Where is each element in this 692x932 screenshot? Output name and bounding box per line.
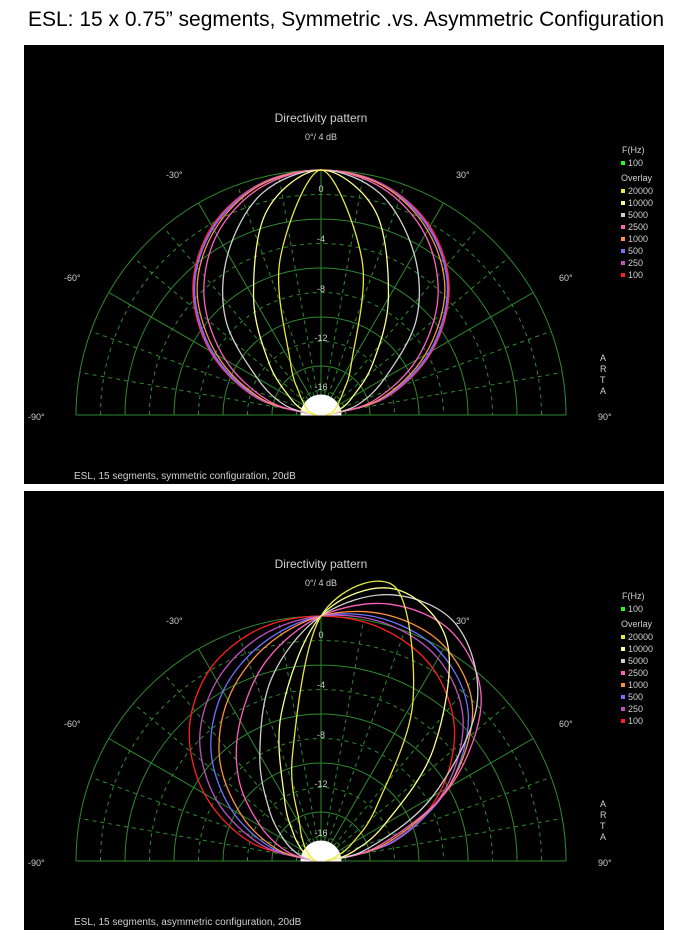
- legend-item: 10000: [628, 198, 654, 208]
- legend-swatch: [621, 237, 625, 241]
- top-label: 0°/ 4 dB: [304, 578, 338, 588]
- legend-item: 500: [628, 692, 644, 702]
- legend-swatch: [621, 189, 625, 193]
- series-line-10000: [279, 588, 449, 861]
- grid-radial: [278, 174, 317, 396]
- grid-radial: [336, 258, 508, 403]
- grid-radial: [341, 818, 563, 857]
- legend-overlay: [621, 186, 653, 280]
- grid-radial: [336, 704, 508, 849]
- polar-plot: [24, 45, 664, 484]
- grid-radial: [278, 620, 317, 842]
- radial-label: -12: [314, 333, 328, 343]
- grid-radial: [331, 203, 444, 398]
- legend-item: 100: [628, 270, 644, 280]
- legend-swatch: [621, 719, 625, 723]
- legend-item: 10000: [628, 644, 654, 654]
- radial-label: -8: [316, 284, 326, 294]
- legend-item: 2500: [628, 222, 649, 232]
- polar-plot: [24, 491, 664, 930]
- legend-overlay-title: Overlay: [621, 619, 653, 629]
- angle-label: -60°: [64, 719, 81, 729]
- angle-label: -60°: [64, 273, 81, 283]
- angle-label: 60°: [559, 273, 573, 283]
- arta-label: A R T A: [600, 353, 607, 396]
- legend-swatch: [621, 249, 625, 253]
- chart-caption: ESL, 15 segments, symmetric configuration, 20dB: [74, 471, 296, 482]
- legend-swatch: [621, 659, 625, 663]
- legend-item: 1000: [628, 680, 649, 690]
- radial-label: 0: [318, 184, 324, 194]
- grid-radial: [109, 293, 304, 406]
- angle-label: 30°: [456, 616, 470, 626]
- angle-label: 90°: [598, 858, 612, 868]
- legend-item: 5000: [628, 656, 649, 666]
- legend-swatch: [621, 607, 625, 611]
- legend-main: 100: [628, 158, 644, 168]
- legend-swatch: [621, 671, 625, 675]
- radial-label: -8: [316, 730, 326, 740]
- angle-label: -90°: [28, 858, 45, 868]
- angle-label: 30°: [456, 170, 470, 180]
- legend-item: 20000: [628, 186, 654, 196]
- legend-item: 100: [628, 716, 644, 726]
- radial-label: -16: [314, 382, 328, 392]
- grid-radial: [80, 818, 302, 857]
- angle-label: 60°: [559, 719, 573, 729]
- legend-item: 20000: [628, 632, 654, 642]
- directivity-chart-symmetric: [24, 45, 664, 484]
- angle-label: 90°: [598, 412, 612, 422]
- legend-item: 2500: [628, 668, 649, 678]
- angle-label: -30°: [166, 616, 183, 626]
- legend-swatch: [621, 683, 625, 687]
- legend-swatch: [621, 647, 625, 651]
- page-title: ESL: 15 x 0.75” segments, Symmetric .vs. Asymmetric Configuration: [27, 8, 665, 31]
- legend-item: 250: [628, 704, 644, 714]
- chart-title: Directivity pattern: [274, 111, 368, 125]
- radial-label: -12: [314, 779, 328, 789]
- radial-label: -16: [314, 828, 328, 838]
- legend-main: 100: [628, 604, 644, 614]
- legend-item: 1000: [628, 234, 649, 244]
- arta-label: A R T A: [600, 799, 607, 842]
- top-label: 0°/ 4 dB: [304, 132, 338, 142]
- grid-radial: [109, 739, 304, 852]
- legend-overlay-title: Overlay: [621, 173, 653, 183]
- grid-radial: [338, 739, 533, 852]
- chart-caption: ESL, 15 segments, asymmetric configuration, 20dB: [74, 917, 302, 928]
- grid-radial: [324, 620, 363, 842]
- legend-item: 250: [628, 258, 644, 268]
- series-line-2500: [236, 603, 481, 861]
- radial-label: -4: [316, 234, 326, 244]
- chart-title: Directivity pattern: [274, 557, 368, 571]
- grid-radial: [199, 649, 312, 844]
- legend-swatch: [621, 695, 625, 699]
- legend-swatch: [621, 273, 625, 277]
- legend-title: F(Hz): [622, 591, 645, 601]
- legend-swatch: [621, 213, 625, 217]
- directivity-chart-asymmetric: [24, 491, 664, 930]
- legend-item: 5000: [628, 210, 649, 220]
- legend-title: F(Hz): [622, 145, 645, 155]
- legend-swatch: [621, 161, 625, 165]
- legend-swatch: [621, 225, 625, 229]
- legend-swatch: [621, 707, 625, 711]
- grid-radial: [324, 174, 363, 396]
- grid-radial: [338, 293, 533, 406]
- grid-radial: [133, 258, 305, 403]
- radial-label: 0: [318, 630, 324, 640]
- legend-overlay: [621, 632, 653, 726]
- angle-label: -90°: [28, 412, 45, 422]
- legend-swatch: [621, 201, 625, 205]
- radial-label: -4: [316, 680, 326, 690]
- legend-item: 500: [628, 246, 644, 256]
- grid-radial: [199, 203, 312, 398]
- legend-swatch: [621, 635, 625, 639]
- angle-label: -30°: [166, 170, 183, 180]
- legend-swatch: [621, 261, 625, 265]
